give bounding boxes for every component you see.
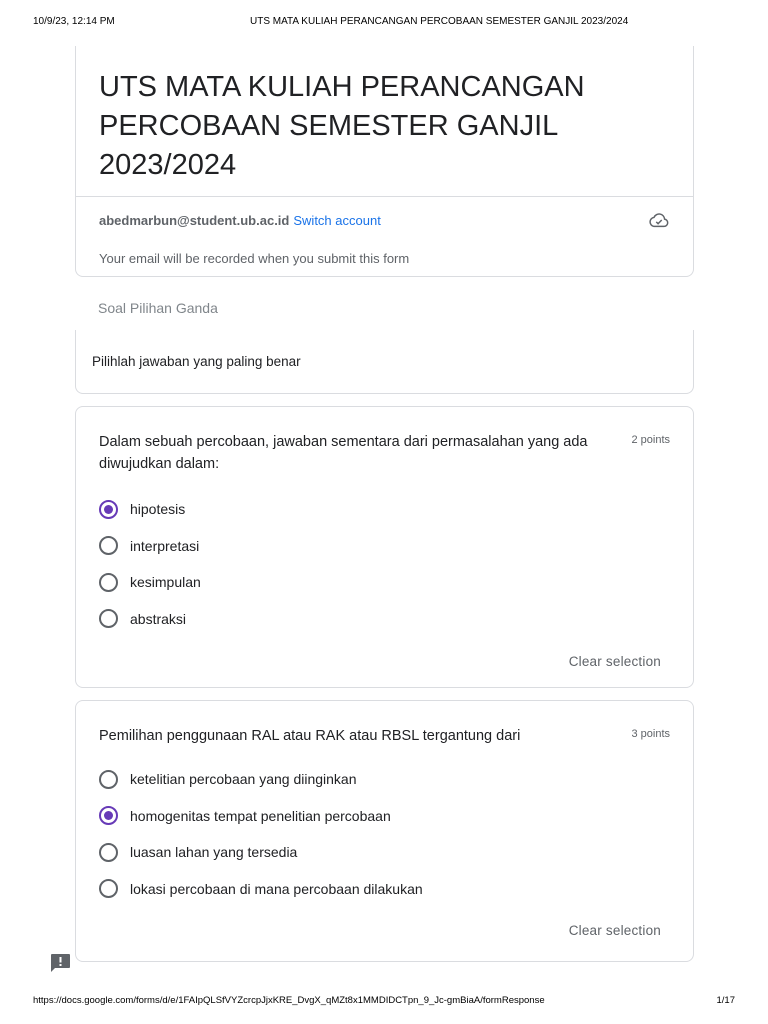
radio-unchecked-icon[interactable]: [99, 843, 118, 862]
question-points: 2 points: [631, 434, 670, 446]
radio-option[interactable]: [99, 834, 670, 871]
option-label: abstraksi: [130, 610, 187, 627]
question-points: 3 points: [631, 728, 670, 740]
radio-unchecked-icon[interactable]: [99, 609, 118, 628]
option-label: homogenitas tempat penelitian percobaan: [130, 807, 391, 824]
form-header-card: [75, 46, 694, 277]
section-description: Pilihlah jawaban yang paling benar: [92, 354, 301, 369]
options-list: [76, 475, 693, 637]
option-label: kesimpulan: [130, 574, 201, 591]
account-row: [76, 197, 693, 233]
clear-selection-button[interactable]: Clear selection: [568, 923, 661, 938]
section-title: Soal Pilihan Ganda: [98, 300, 218, 316]
switch-account-link[interactable]: Switch account: [293, 212, 381, 228]
radio-option[interactable]: [99, 761, 670, 798]
option-label: hipotesis: [130, 501, 186, 518]
question-card: [75, 700, 694, 962]
email-record-note: Your email will be recorded when you submit this form: [99, 251, 410, 266]
form-title: UTS MATA KULIAH PERANCANGAN PERCOBAAN SEMESTER GANJIL 2023/2024: [99, 71, 585, 181]
radio-unchecked-icon[interactable]: [99, 770, 118, 789]
radio-unchecked-icon[interactable]: [99, 879, 118, 898]
print-date: 10/9/23, 12:14 PM: [33, 16, 115, 27]
radio-option[interactable]: [99, 798, 670, 835]
clear-selection-button[interactable]: Clear selection: [568, 654, 661, 669]
question-text: Pemilihan penggunaan RAL atau RAK atau RBSL tergantung dari: [99, 728, 521, 744]
option-label: interpretasi: [130, 537, 200, 554]
radio-option[interactable]: [99, 528, 670, 565]
radio-option[interactable]: [99, 601, 670, 638]
radio-option[interactable]: [99, 564, 670, 601]
account-email: abedmarbun@student.ub.ac.id: [99, 212, 290, 228]
print-doc-title: UTS MATA KULIAH PERANCANGAN PERCOBAAN SEMESTER GANJIL 2023/2024: [250, 16, 629, 27]
option-label: ketelitian percobaan yang diinginkan: [130, 771, 357, 788]
section-description-card: [75, 330, 694, 394]
options-list: [76, 747, 693, 907]
print-url: https://docs.google.com/forms/d/e/1FAIpQLSfVYZcrcpJjxKRE_DvgX_qMZt8x1MMDIDCTpn_9_Jc-gmBiaA/formResponse: [33, 995, 545, 1006]
radio-unchecked-icon[interactable]: [99, 536, 118, 555]
radio-checked-icon[interactable]: [99, 500, 118, 519]
question-text: Dalam sebuah percobaan, jawaban sementara dari permasalahan yang ada diwujudkan dalam:: [99, 434, 588, 472]
question-card: [75, 406, 694, 688]
print-page-number: 1/17: [716, 995, 735, 1006]
print-header: [33, 16, 735, 27]
feedback-icon[interactable]: [50, 953, 71, 973]
option-label: luasan lahan yang tersedia: [130, 844, 298, 861]
option-label: lokasi percobaan di mana percobaan dilakukan: [130, 880, 423, 897]
radio-unchecked-icon[interactable]: [99, 573, 118, 592]
print-footer: [33, 995, 735, 1006]
radio-option[interactable]: [99, 871, 670, 908]
cloud-check-icon: [648, 209, 670, 231]
radio-checked-icon[interactable]: [99, 806, 118, 825]
radio-option[interactable]: [99, 491, 670, 528]
